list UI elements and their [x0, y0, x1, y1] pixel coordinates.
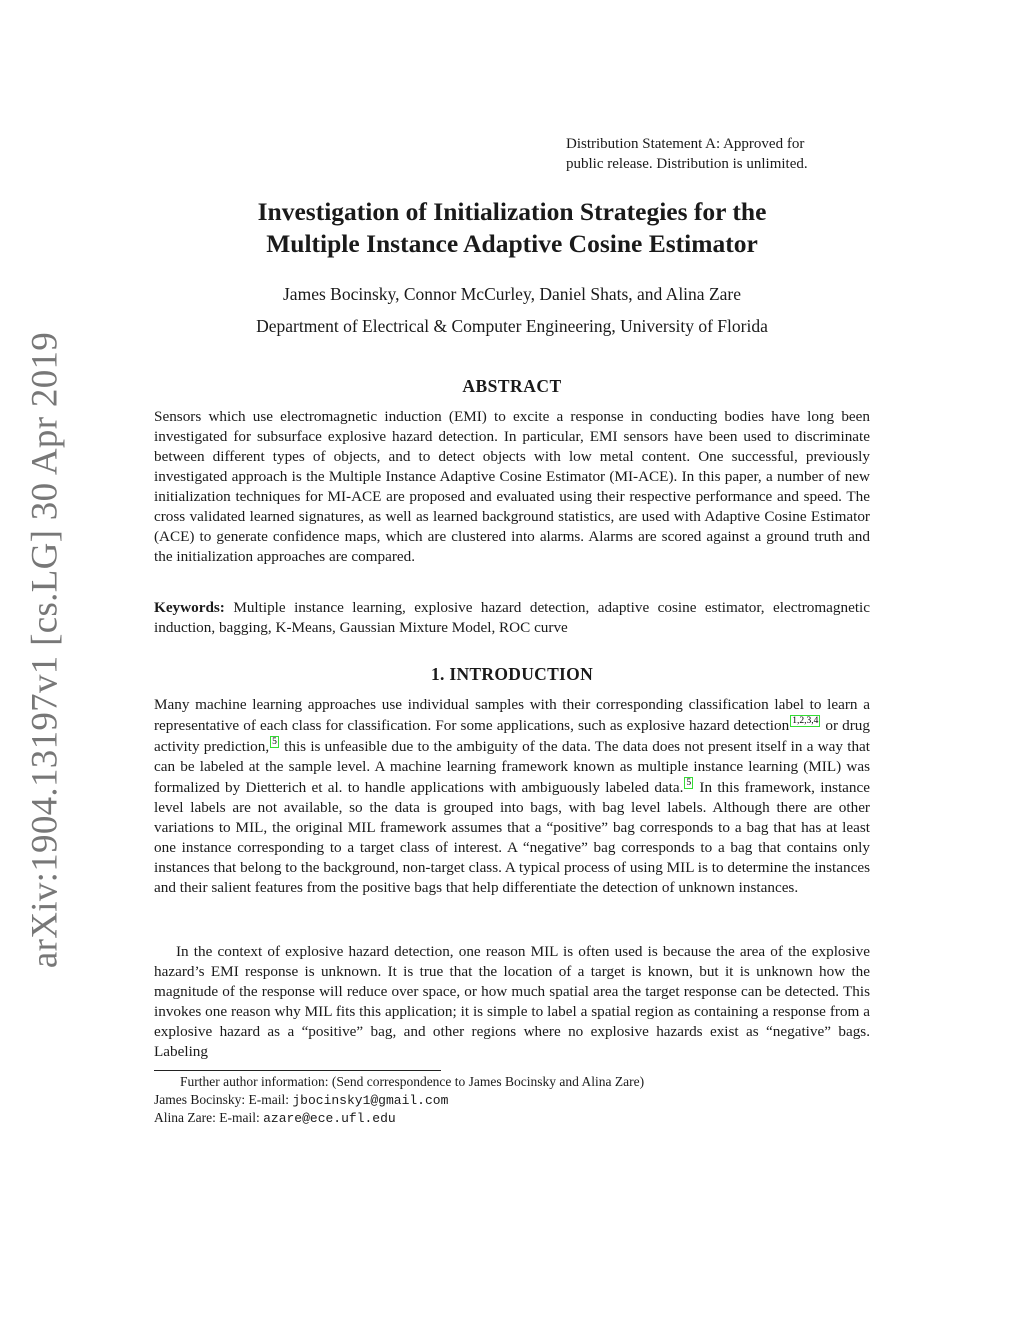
- email-link-bocinsky[interactable]: jbocinsky1@gmail.com: [292, 1093, 449, 1108]
- arxiv-sidebar-stamp: [22, 331, 68, 969]
- footnote-bocinsky-label: James Bocinsky: E-mail:: [154, 1092, 293, 1107]
- introduction-heading: 1. INTRODUCTION: [430, 664, 594, 684]
- intro-p1-part-a: Many machine learning approaches use individual samples with their corresponding classification label to learn a representative of each class for classification. For some applications, such as explosive hazard detection: [154, 696, 870, 734]
- citation-link-1-4[interactable]: 1,2,3,4: [792, 716, 819, 726]
- author-list: James Bocinsky, Connor McCurley, Daniel Shats, and Alina Zare: [283, 284, 741, 304]
- footnote-divider: [154, 1070, 441, 1071]
- keywords-text: Multiple instance learning, explosive hazard detection, adaptive cosine estimator, electromagnetic induction, bagging, K-Means, Gaussian Mixture Model, ROC curve: [154, 599, 871, 636]
- footnote-email-zare: [154, 1109, 870, 1128]
- intro-p1-part-c: this is unfeasible due to the ambiguity of the data. The data does not present itself in a way that can be labeled at the sample level. A machine learning framework known as multiple instance learning (MIL) was formalized by Dietterich et al. to handle applications with ambiguously labeled data.: [154, 738, 870, 796]
- footnote-author-info: Further author information: (Send correspondence to James Bocinsky and Alina Zare): [180, 1074, 645, 1089]
- keywords: [154, 598, 870, 638]
- title-line-2: Multiple Instance Adaptive Cosine Estimator: [266, 229, 758, 258]
- distribution-line-2: public release. Distribution is unlimited.: [566, 156, 808, 172]
- abstract-text: Sensors which use electromagnetic induction (EMI) to excite a response in conducting bodies have long been investigated for subsurface explosive hazard detection. In particular, EMI sensors have been used to discriminate between different types of objects, and to detect objects with low metal content. One successful, previously investigated approach is the Multiple Instance Adaptive Cosine Estimator (MI-ACE). In this paper, a number of new initialization techniques for MI-ACE are proposed and evaluated using their respective performance and speed. The cross validated learned signatures, as well as learned background statistics, are used with Adaptive Cosine Estimator (ACE) to generate confidence maps, which are clustered into alarms. Alarms are scored against a ground truth and the initialization approaches are compared.: [154, 408, 870, 565]
- arxiv-id-text: arXiv:1904.13197v1 [cs.LG] 30 Apr 2019: [24, 331, 66, 969]
- footnote-zare-label: Alina Zare: E-mail:: [154, 1110, 264, 1125]
- paper-title: [150, 196, 874, 260]
- keywords-label: Keywords:: [154, 599, 225, 616]
- title-line-1: Investigation of Initialization Strategies for the: [257, 197, 767, 226]
- intro-p1-part-d: In this framework, instance level labels are not available, so the data is grouped into bags, with bag level labels. Although there are other variations to MIL, the original MIL framework assumes that a “positive” bag corresponds to a bag that has at least one instance corresponding to a target class of interest. A “negative” bag corresponds to a bag that contains only instances that belong to the background, non-target class. A typical process of using MIL is to determine the instances and their salient features from the positive bags that help differentiate the detection of unknown instances.: [154, 779, 870, 896]
- footnote-email-bocinsky: [154, 1091, 870, 1110]
- distribution-statement: [566, 134, 866, 174]
- citation-link-5-second[interactable]: 5: [686, 778, 692, 788]
- intro-paragraph-2: In the context of explosive hazard detection, one reason MIL is often used is because the area of the explosive hazard’s EMI response is unknown. It is true that the location of a target is known, but it is unknown how the magnitude of the response will reduce over space, or how much spatial area the target response can be detected. This invokes one reason why MIL fits this application; it is simple to label a spatial region as containing a response from a explosive hazard as a “positive” bag, and other regions where no explosive hazards exist as “negative” bags. Labeling: [154, 943, 870, 1060]
- affiliation: Department of Electrical & Computer Engineering, University of Florida: [256, 316, 768, 336]
- distribution-line-1: Distribution Statement A: Approved for: [566, 136, 805, 152]
- email-link-zare[interactable]: azare@ece.ufl.edu: [263, 1111, 396, 1126]
- citation-link-5[interactable]: 5: [272, 737, 277, 747]
- intro-paragraph-1: [154, 695, 870, 898]
- abstract-heading: ABSTRACT: [462, 376, 562, 396]
- intro-p1-part-b: or drug activity prediction,: [154, 717, 870, 755]
